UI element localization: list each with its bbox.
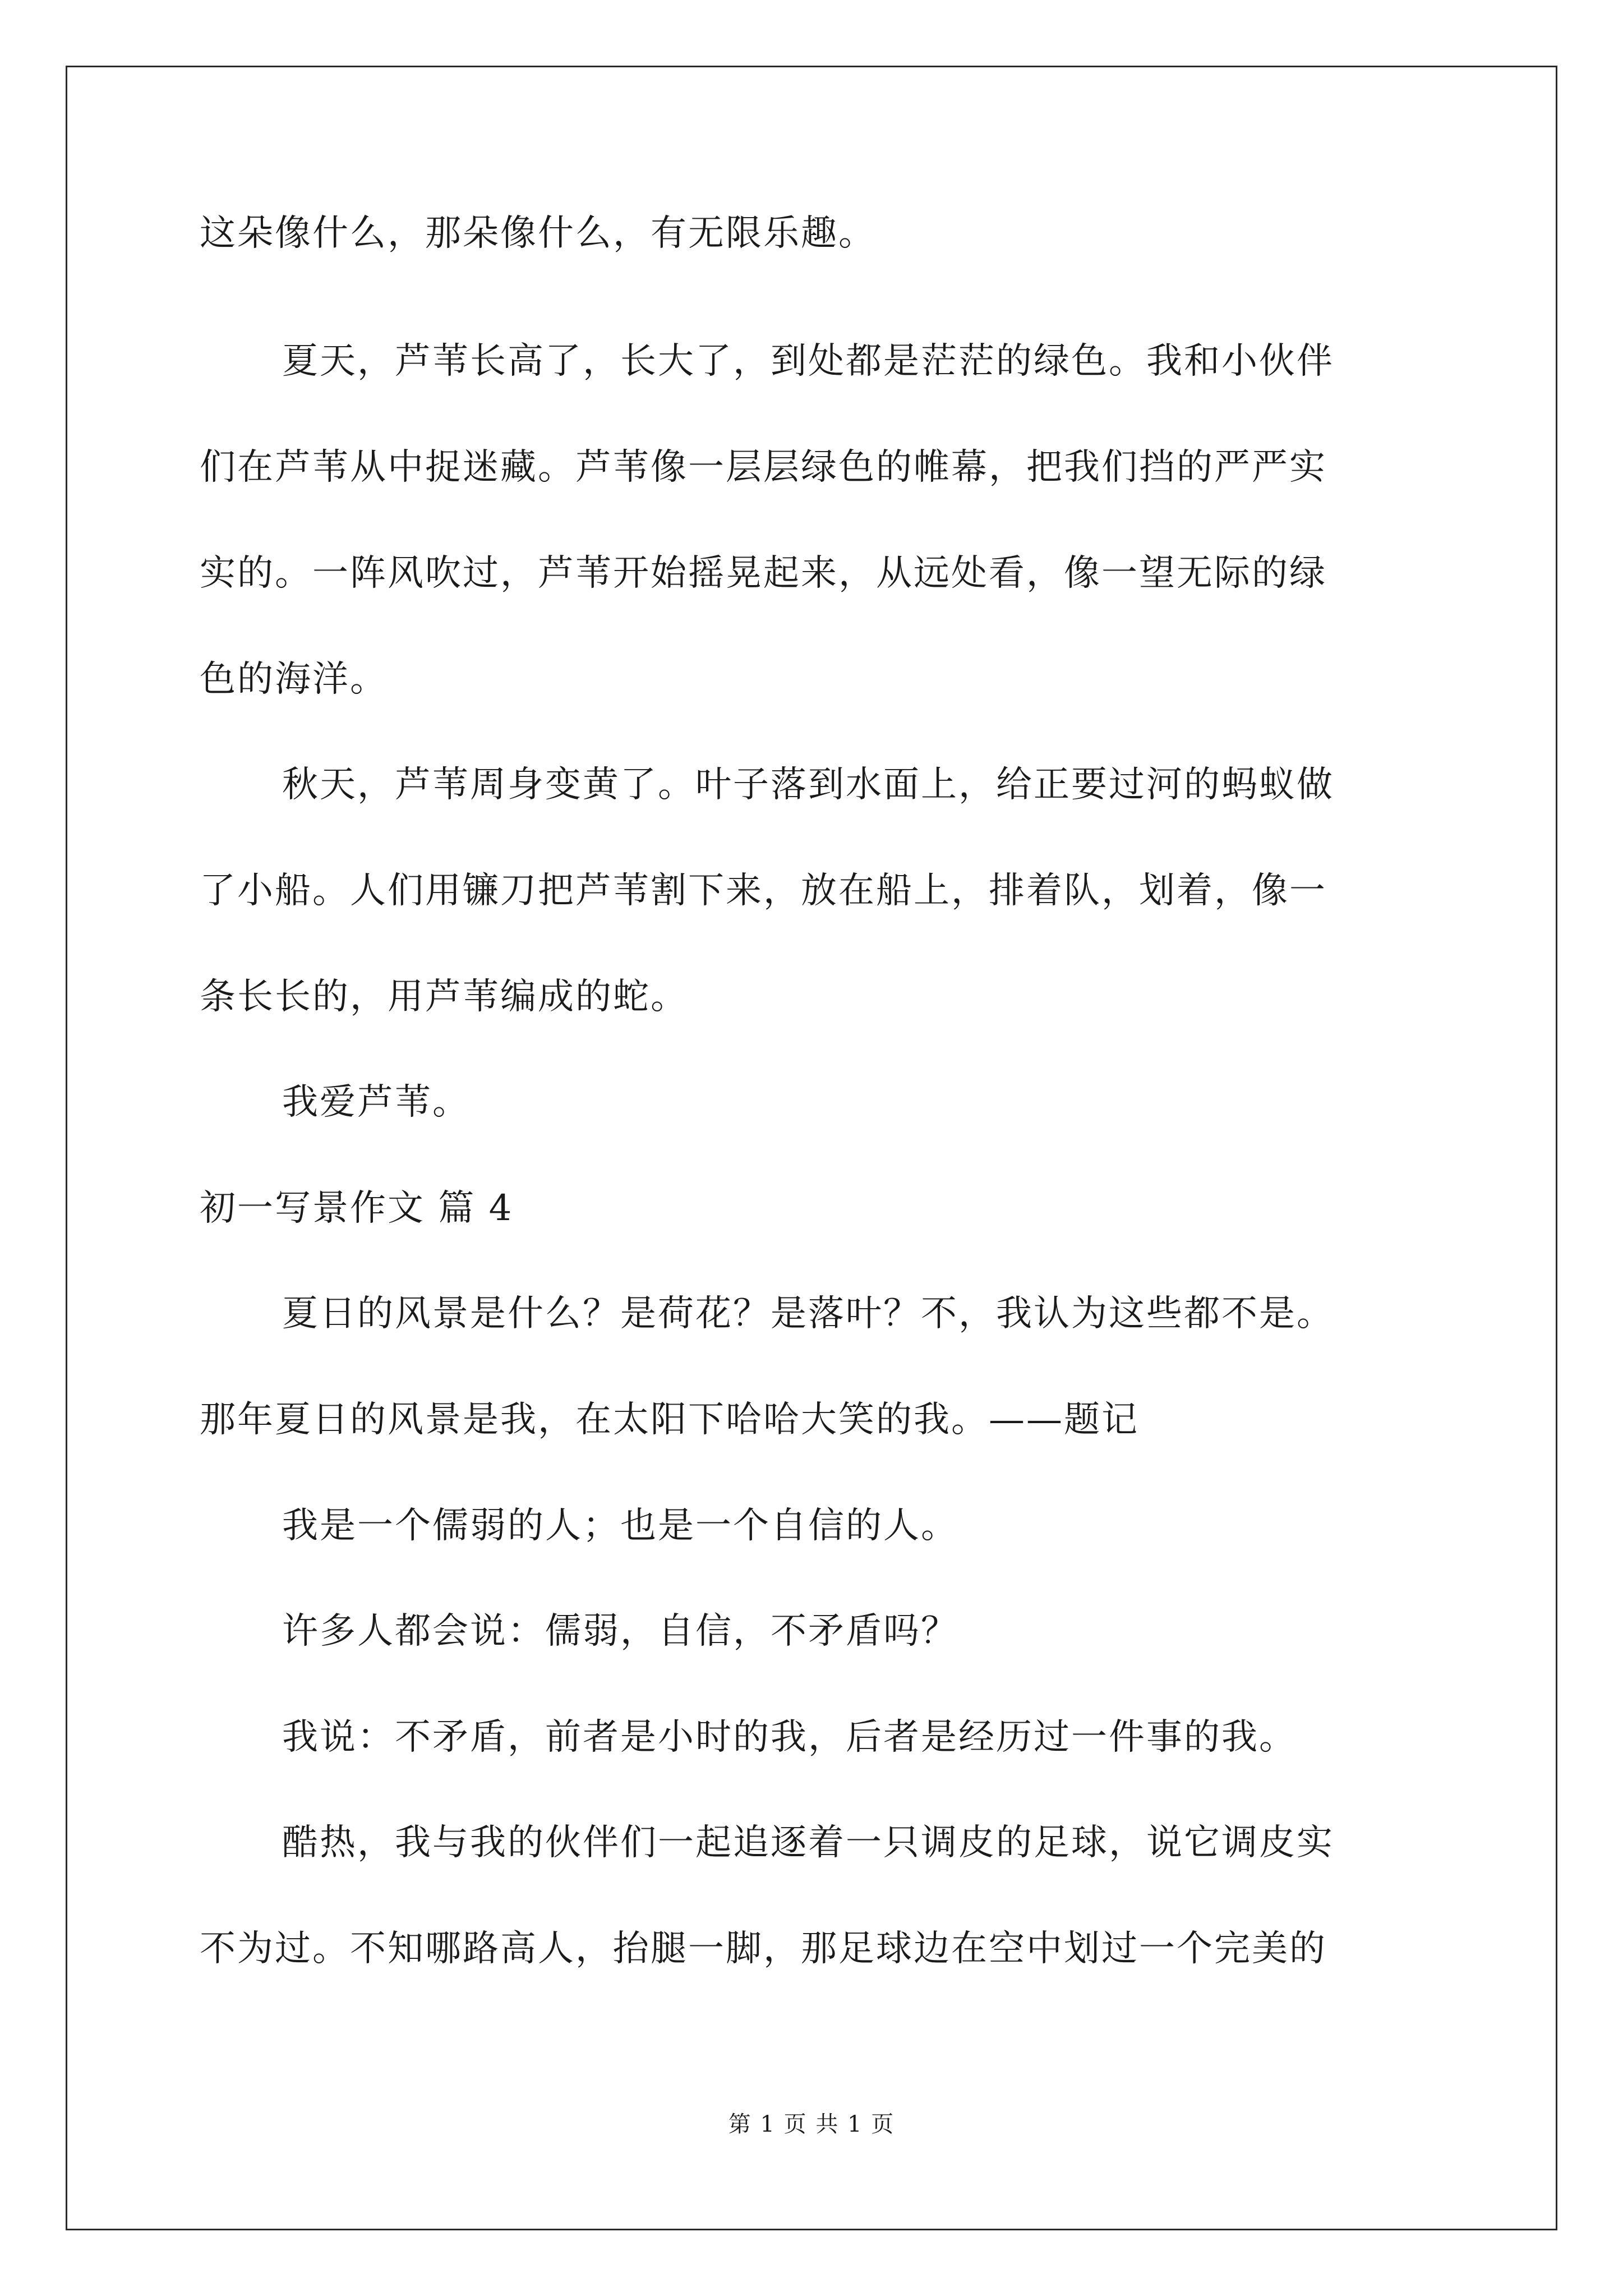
paragraph-first-line: 夏日的风景是什么？是荷花？是落叶？不，我认为这些都不是。	[282, 1293, 1334, 1335]
paragraph-first-line: 夏天，芦苇长高了，长大了，到处都是茫茫的绿色。我和小伙伴	[282, 341, 1334, 382]
text-line: 色的海洋。	[200, 659, 388, 700]
section-heading: 初一写景作文 篇 4	[200, 1188, 514, 1229]
paragraph-first-line: 我说：不矛盾，前者是小时的我，后者是经历过一件事的我。	[282, 1717, 1297, 1758]
text-line: 条长长的，用芦苇编成的蛇。	[200, 976, 688, 1018]
page-border	[66, 66, 1557, 2230]
page-footer: 第 1 页 共 1 页	[728, 2111, 895, 2137]
paragraph-first-line: 酷热，我与我的伙伴们一起追逐着一只调皮的足球，说它调皮实	[282, 1822, 1334, 1864]
text-line: 实的。一阵风吹过，芦苇开始摇晃起来，从远处看，像一望无际的绿	[200, 553, 1327, 594]
text-line: 那年夏日的风景是我，在太阳下哈哈大笑的我。——题记	[200, 1399, 1139, 1441]
text-line: 了小船。人们用镰刀把芦苇割下来，放在船上，排着队，划着，像一	[200, 870, 1327, 912]
paragraph-first-line: 我是一个儒弱的人；也是一个自信的人。	[282, 1505, 958, 1547]
paragraph-first-line: 我爱芦苇。	[282, 1082, 470, 1123]
paragraph-first-line: 秋天，芦苇周身变黄了。叶子落到水面上，给正要过河的蚂蚁做	[282, 764, 1334, 806]
text-line: 们在芦苇从中捉迷藏。芦苇像一层层绿色的帷幕，把我们挡的严严实	[200, 447, 1327, 488]
text-line: 不为过。不知哪路高人，抬腿一脚，那足球边在空中划过一个完美的	[200, 1928, 1327, 1970]
text-line: 这朵像什么，那朵像什么，有无限乐趣。	[200, 213, 876, 254]
paragraph-first-line: 许多人都会说：儒弱，自信，不矛盾吗？	[282, 1611, 958, 1652]
